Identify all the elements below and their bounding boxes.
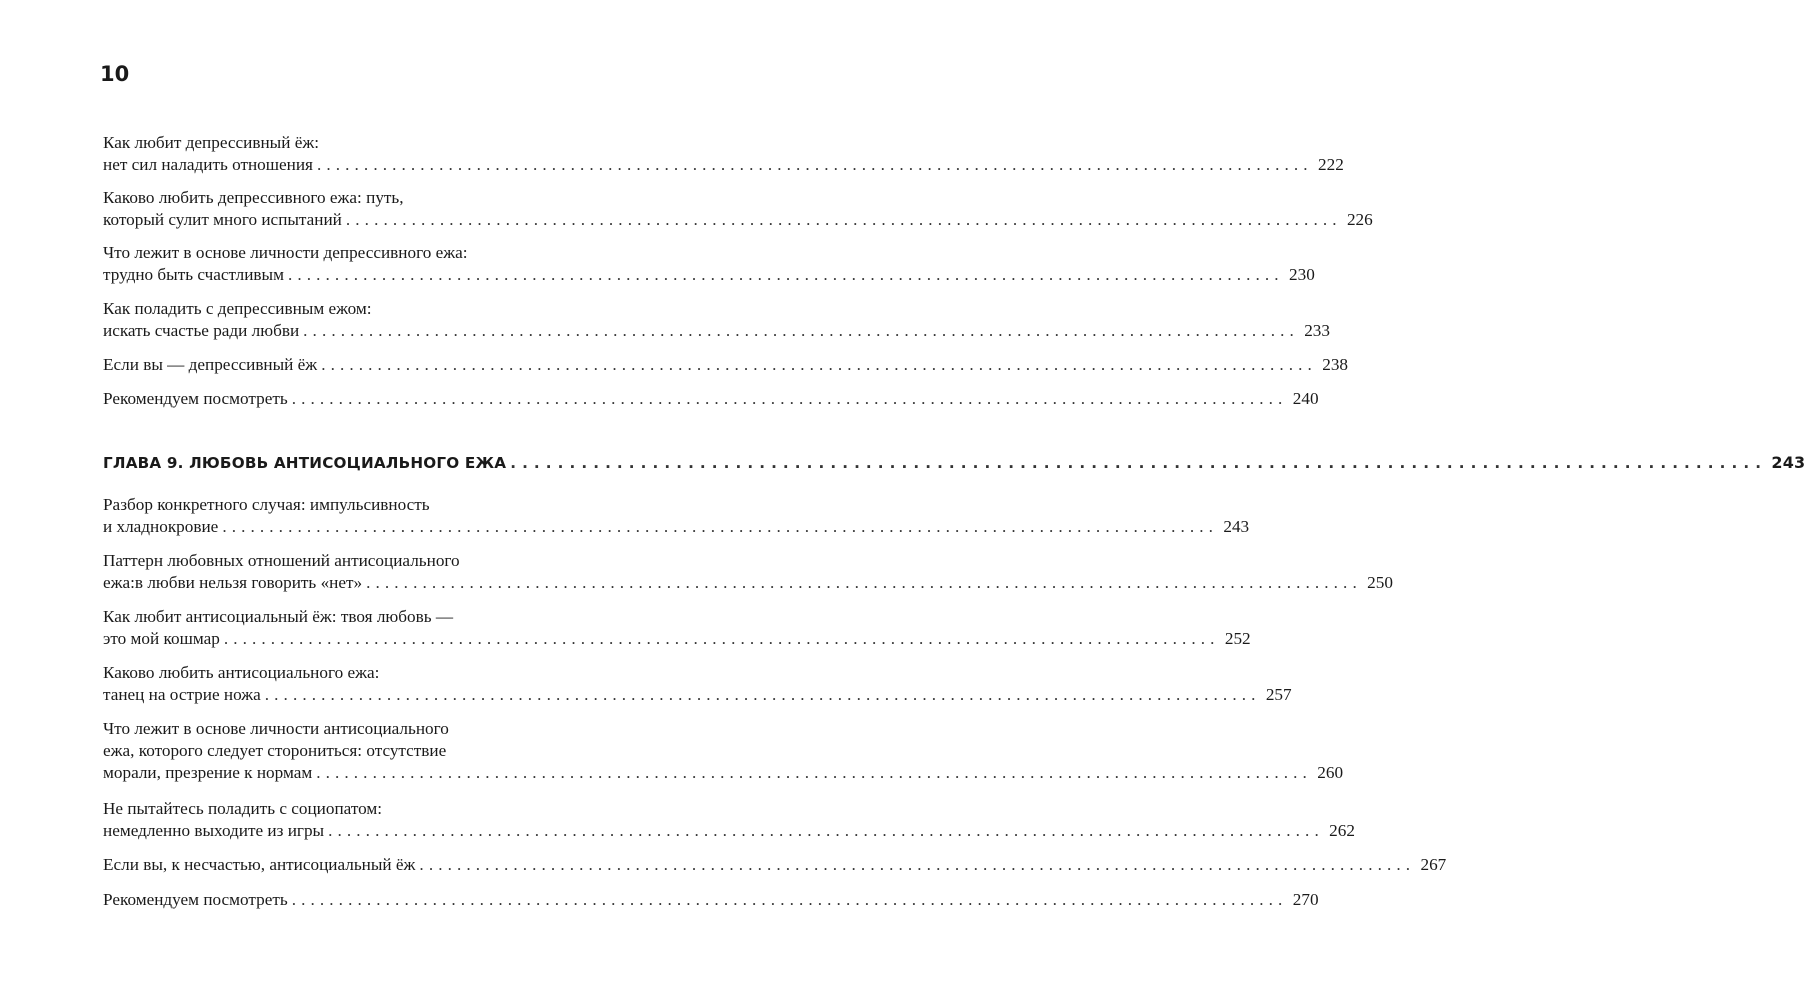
toc-entry-line: Паттерн любовных отношений антисоциального bbox=[103, 551, 460, 570]
page-number: 10 bbox=[100, 62, 130, 86]
toc-entry-line: Разбор конкретного случая: импульсивность bbox=[103, 495, 430, 514]
toc-page-number: 226 bbox=[1346, 210, 1373, 229]
toc-entry-title: ежа:в любви нельзя говорить «нет» bbox=[103, 573, 363, 592]
toc-entry-title: это мой кошмар bbox=[103, 629, 220, 648]
chapter-title: ГЛАВА 9. ЛЮБОВЬ АНТИСОЦИАЛЬНОГО ЕЖА bbox=[103, 454, 507, 472]
toc-entry-line: Как любит депрессивный ёж: bbox=[103, 133, 319, 152]
toc-page-number: 270 bbox=[1292, 890, 1319, 909]
leader-dots bbox=[328, 820, 1319, 842]
toc-entry bbox=[103, 889, 1319, 911]
toc-page-number: 260 bbox=[1317, 763, 1344, 782]
toc-entry-line: Как любит антисоциальный ёж: твоя любовь — bbox=[103, 607, 454, 626]
leader-dots bbox=[316, 762, 1307, 784]
leader-dots bbox=[288, 264, 1279, 286]
toc-entry-title: Рекомендуем посмотреть bbox=[103, 890, 288, 909]
toc-entry-title: танец на острие ножа bbox=[103, 685, 261, 704]
toc-entry bbox=[103, 718, 1344, 784]
toc-entry bbox=[103, 388, 1319, 410]
toc-page-number: 233 bbox=[1304, 321, 1330, 340]
toc-page-number: 240 bbox=[1292, 389, 1319, 408]
toc-entry bbox=[103, 606, 1251, 650]
toc-entry bbox=[103, 662, 1292, 706]
toc-entry bbox=[103, 187, 1373, 231]
toc-entry-line: Не пытайтесь поладить с социопатом: bbox=[103, 799, 383, 818]
toc-page-number: 257 bbox=[1265, 685, 1292, 704]
toc-entry-title: Рекомендуем посмотреть bbox=[103, 389, 288, 408]
toc-entry-title: нет сил наладить отношения bbox=[103, 155, 313, 174]
leader-dots bbox=[224, 628, 1215, 650]
toc-entry-line: ежа, которого следует сторониться: отсутствие bbox=[103, 741, 447, 760]
toc-entry bbox=[103, 242, 1315, 286]
leader-dots bbox=[303, 320, 1294, 342]
leader-dots bbox=[419, 854, 1410, 876]
toc-entry-title: морали, презрение к нормам bbox=[103, 763, 313, 782]
toc-entry-title: немедленно выходите из игры bbox=[103, 821, 325, 840]
toc-entry bbox=[103, 798, 1355, 842]
toc-entry-line: Что лежит в основе личности антисоциального bbox=[103, 719, 449, 738]
toc-page-number: 222 bbox=[1318, 155, 1344, 174]
toc-entry-title: искать счастье ради любви bbox=[103, 321, 300, 340]
toc-entry bbox=[103, 854, 1447, 876]
toc-entry-title: трудно быть счастливым bbox=[103, 265, 284, 284]
leader-dots bbox=[366, 572, 1357, 594]
leader-dots bbox=[346, 209, 1337, 231]
chapter-heading bbox=[103, 452, 1805, 474]
toc-entry bbox=[103, 132, 1344, 176]
toc-entry bbox=[103, 550, 1393, 594]
toc-entry-line: Как поладить с депрессивным ежом: bbox=[103, 299, 372, 318]
toc-entry-title: который сулит много испытаний bbox=[103, 210, 342, 229]
toc-entry bbox=[103, 494, 1250, 538]
toc-page-number: 252 bbox=[1224, 629, 1251, 648]
leader-dots bbox=[510, 452, 1761, 474]
toc-entry-title: Если вы, к несчастью, антисоциальный ёж bbox=[103, 855, 416, 874]
toc-page-number: 238 bbox=[1322, 355, 1349, 374]
toc-page-number: 243 bbox=[1223, 517, 1250, 536]
leader-dots bbox=[292, 388, 1283, 410]
toc-page-number: 267 bbox=[1420, 855, 1447, 874]
toc-entry bbox=[103, 298, 1330, 342]
leader-dots bbox=[317, 154, 1308, 176]
chapter-page-number: 243 bbox=[1771, 453, 1805, 472]
toc-entry-title: и хладнокровие bbox=[103, 517, 219, 536]
toc-entry-line: Каково любить депрессивного ежа: путь, bbox=[103, 188, 404, 207]
leader-dots bbox=[222, 516, 1213, 538]
toc-entry-line: Что лежит в основе личности депрессивного ежа: bbox=[103, 243, 468, 262]
leader-dots bbox=[292, 889, 1283, 911]
toc-page-number: 262 bbox=[1329, 821, 1355, 840]
toc-page-number: 250 bbox=[1367, 573, 1393, 592]
toc-entry-line: Каково любить антисоциального ежа: bbox=[103, 663, 380, 682]
toc-page-number: 230 bbox=[1289, 265, 1315, 284]
leader-dots bbox=[265, 684, 1256, 706]
leader-dots bbox=[321, 354, 1312, 376]
toc-entry-title: Если вы — депрессивный ёж bbox=[103, 355, 318, 374]
toc-entry bbox=[103, 354, 1349, 376]
